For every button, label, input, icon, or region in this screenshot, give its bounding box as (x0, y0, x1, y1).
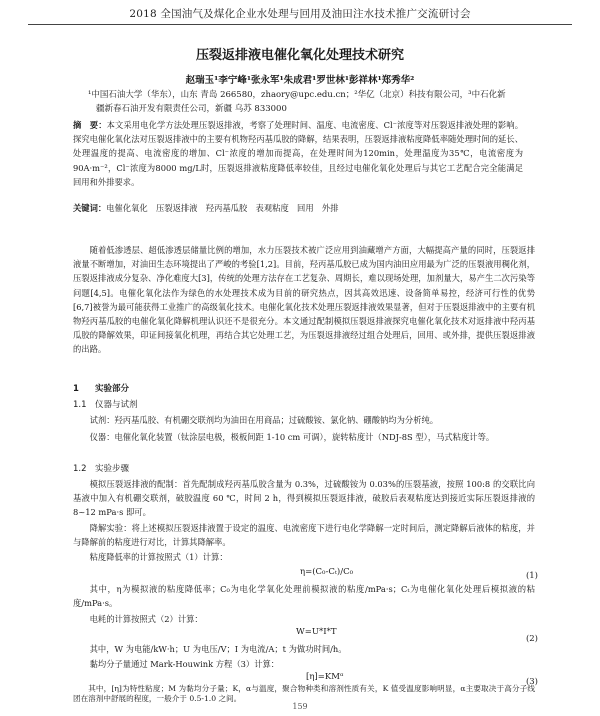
keywords (73, 201, 523, 215)
formula-2-explanation: 其中，W 为电能/kW·h；U 为电压/V；I 为电流/A；t 为做功时间/h。 (89, 644, 347, 654)
procedure-step-1 (73, 477, 535, 519)
step-1-text: 模拟压裂返排液的配制：首先配制成羟丙基瓜胶含量为 0.3%，过硫酸铵为 0.03%的压裂基液，按照 100:8 的交联比向基液中加入有机硼交联剂，破胶温度 60 ℃，时间 2 h，得到模拟压裂返排液，破胶后表观粘度达到接近实际压裂返排液的 8~12 mPa·s 即可。 (73, 479, 535, 517)
section-1-1-number: 1.1 (73, 400, 87, 410)
page-number: 159 (292, 702, 308, 711)
procedure-step-2 (73, 521, 535, 549)
instruments-label: 仪器： (89, 432, 115, 442)
affiliation-line-2: 疆新春石油开发有限责任公司，新疆 乌苏 833000 (96, 104, 287, 114)
introduction (73, 243, 535, 357)
formula-1-explanation: 其中，η为模拟液的粘度降低率；C₀为电化学氧化处理前模拟液的粘度/mPa·s；Cₜ为电催化氧化处理后模拟液的粘度/mPa·s。 (73, 584, 535, 608)
formula-1-intro: 粘度降低率的计算按照式（1）计算： (89, 552, 228, 562)
formula-2-number: (2) (525, 634, 538, 644)
step-2-label: 降解实验： (89, 523, 132, 533)
abstract-label: 摘 要： (73, 120, 107, 130)
section-1-2-title: 实验步骤 (95, 464, 130, 474)
formula-2-intro: 电耗的计算按照式（2）计算： (89, 614, 203, 624)
author-list: 赵瑞玉¹李宁峰¹张永军¹朱成君¹罗世林¹彭祥林¹郑秀华² (185, 75, 415, 86)
formula-3: [η]=KMᵅ (306, 672, 344, 682)
abstract (73, 118, 523, 189)
intro-text: 随着低渗透层、超低渗透层储量比例的增加，水力压裂技术被广泛应用到油藏增产方面，大幅提高产量的同时，压裂返排液量不断增加，对油田生态环境提出了严峻的考验[1,2]。目前，羟丙基瓜胶已成为国内油田应用最为广泛的压裂液用稠化剂，压裂返排液成分复杂、净化难度大[3]，传统的处理方法存在工艺复杂、周期长，难以现场处理，加剂量大，易产生二次污染等问题[4,5]。电催化氧化法作为绿色的水处理技术成为目前的研究热点，因其高效迅速、设备简单易控，经济可行性的优势[6,7]被誉为最可能获得工业推广的高级氧化技术。电催化氧化技术处理压裂返排液效果显著，但对于压裂返排液中的主要有机物羟丙基瓜胶的电催化氧化降解机理认识还不是很充分。本文通过配制模拟压裂返排液探究电催化氧化技术对返排液中羟丙基瓜胶的降解效果，印证间接氧化机理，再结合其它处理工艺，为压裂返排液经过组合处理后，回用、或外排，提供压裂返排液的出路。 (73, 245, 535, 355)
section-1-heading (73, 382, 129, 394)
formula-1: η=(C₀-Cₜ)/C₀ (300, 567, 354, 577)
abstract-text: 本文采用电化学方法处理压裂返排液，考察了处理时间、温度、电流密度、Cl⁻浓度等对压裂返排液处理的影响。探究电催化氧化法对压裂返排液中的主要有机物羟丙基瓜胶的降解，结果表明，压裂返排液粘度降低率随处理时间的延长、处理温度的提高、电流密度的增加、Cl⁻浓度的增加而提高，在处理时间为120min，处理温度为35℃，电流密度为90A·m⁻²，Cl⁻浓度为8000 mg/L时，压裂返排液粘度降低率较佳，且经过电催化氧化处理后与其它工艺配合完全能满足回用和外排要求。 (73, 120, 523, 187)
formula-3-number: (3) (525, 677, 538, 687)
running-header: 2018 全国油气及煤化企业水处理与回用及油田注水技术推广交流研讨会 (129, 8, 471, 20)
header-rule (28, 24, 572, 25)
formula-3-intro: 黏均分子量通过 Mark-Houwink 方程（3）计算： (89, 659, 280, 669)
reagents-label: 试剂： (89, 415, 115, 425)
reagents-text: 羟丙基瓜胶、有机硼交联剂均为油田在用商品；过硫酸铵、氯化钠、硼酸钠均为分析纯。 (114, 415, 439, 425)
section-1-1-heading (73, 398, 138, 410)
affiliation-line-1: ¹中国石油大学（华东），山东 青岛 266580，zhaory@upc.edu.cn；²华亿（北京）科技有限公司，³中石化新 (88, 90, 506, 100)
formula-1-number: (1) (525, 571, 538, 581)
formula-2: W=U*I*T (296, 627, 337, 637)
keywords-text: 电催化氧化 压裂返排液 羟丙基瓜胶 表观粘度 回用 外排 (106, 203, 339, 213)
section-1-title: 实验部分 (95, 384, 130, 394)
formula-3-explanation: 其中，[η]为特性粘度；M 为黏均分子量；K，α与温度，聚合物种类和溶剂性质有关，K 值受温度影响明显，α主要取决于高分子线团在溶剂中舒展的程度，一般介于 0.5-1.0 之间。 (73, 684, 535, 703)
section-1-1-title: 仪器与试剂 (95, 400, 138, 410)
reagents-paragraph (73, 413, 535, 427)
instruments-text: 电催化氧化装置（钛涂层电极，极板间距 1-10 cm 可调），旋转粘度计（NDJ-8S 型），马式粘度计等。 (114, 432, 495, 442)
section-1-2-heading (73, 462, 129, 474)
instruments-paragraph (73, 430, 535, 444)
keywords-label: 关键词： (73, 203, 107, 213)
section-1-2-number: 1.2 (73, 464, 87, 474)
paper-title: 压裂返排液电催化氧化处理技术研究 (195, 48, 404, 63)
step-2-text: 将上述模拟压裂返排液置于设定的温度、电流密度下进行电化学降解一定时间后，测定降解后液体的粘度，并与降解前的粘度进行对比，计算其降解率。 (73, 523, 535, 547)
affiliations (88, 88, 528, 116)
section-1-number: 1 (73, 384, 79, 394)
